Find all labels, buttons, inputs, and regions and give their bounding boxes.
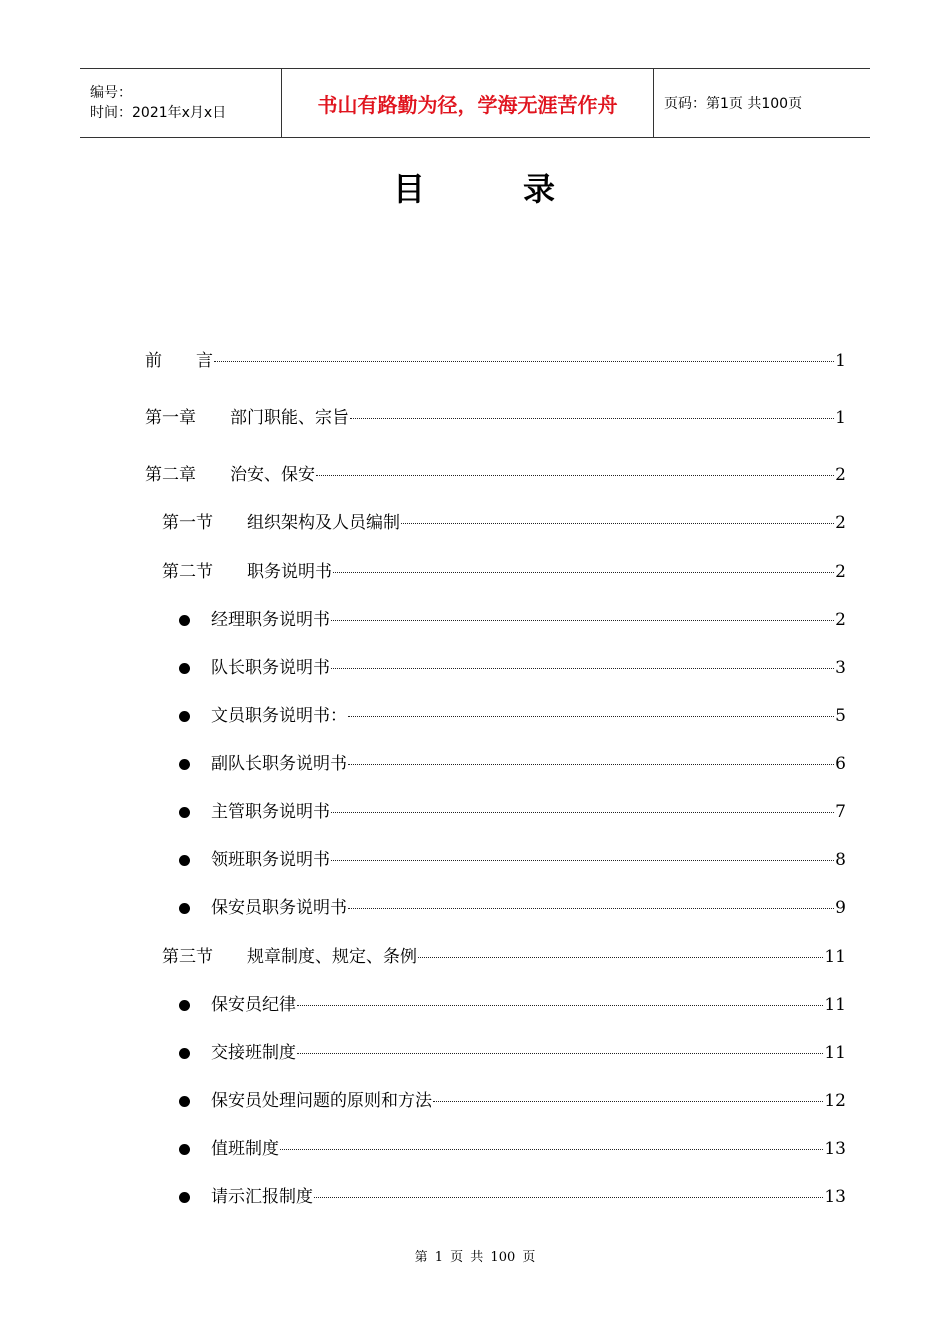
bullet-icon: [179, 855, 190, 866]
doc-number-label: 编号：: [90, 85, 132, 101]
toc-entry[interactable]: [211, 993, 846, 1017]
bullet-icon: [179, 807, 190, 818]
bullet-icon: [179, 615, 190, 626]
toc-dot-leader: [316, 475, 834, 476]
toc-dot-leader: [331, 620, 834, 621]
toc-entry-page: 2: [835, 562, 846, 582]
page-footer: 第 1 页 共 100 页: [414, 1250, 536, 1265]
toc-entry-label: 副队长职务说明书: [211, 754, 347, 774]
toc-entry-page: 13: [824, 1187, 846, 1207]
toc-entry-label: 第一章 部门职能、宗旨: [145, 408, 349, 428]
toc-entry-page: 8: [835, 850, 846, 870]
bullet-icon: [179, 711, 190, 722]
bullet-icon: [179, 1192, 190, 1203]
toc-entry[interactable]: [211, 1089, 846, 1113]
toc-dot-leader: [280, 1149, 823, 1150]
toc-entry[interactable]: [145, 349, 846, 373]
toc-dot-leader: [418, 957, 823, 958]
bullet-icon: [179, 1048, 190, 1059]
toc-entry-label: 队长职务说明书: [211, 658, 330, 678]
toc-entry[interactable]: [211, 656, 846, 680]
toc-dot-leader: [333, 572, 834, 573]
bullet-icon: [179, 1096, 190, 1107]
toc-dot-leader: [314, 1197, 823, 1198]
toc-entry-page: 3: [835, 658, 846, 678]
toc-entry-page: 5: [835, 706, 846, 726]
toc-entry-label: 值班制度: [211, 1139, 279, 1159]
toc-entry-page: 9: [835, 898, 846, 918]
toc-entry-page: 2: [835, 513, 846, 533]
toc-entry-label: 请示汇报制度: [211, 1187, 313, 1207]
toc-entry[interactable]: [211, 704, 846, 728]
toc-entry-label: 第二节 职务说明书: [162, 562, 332, 582]
toc-entry[interactable]: [211, 1041, 846, 1065]
toc-entry-label: 保安员处理问题的原则和方法: [211, 1091, 432, 1111]
toc-entry-label: 经理职务说明书: [211, 610, 330, 630]
toc-title-char-2: 录: [523, 170, 558, 208]
toc-dot-leader: [348, 716, 834, 717]
toc-dot-leader: [348, 764, 834, 765]
toc-entry-page: 2: [835, 465, 846, 485]
toc-dot-leader: [433, 1101, 823, 1102]
toc-entry-page: 13: [824, 1139, 846, 1159]
toc-entry-page: 11: [824, 995, 846, 1015]
bullet-icon: [179, 663, 190, 674]
bullet-icon: [179, 1144, 190, 1155]
toc-dot-leader: [331, 812, 834, 813]
toc-entry-label: 交接班制度: [211, 1043, 296, 1063]
toc-entry[interactable]: [145, 406, 846, 430]
toc-entry[interactable]: [162, 945, 846, 969]
toc-entry-page: 12: [824, 1091, 846, 1111]
toc-entry-label: 前 言: [145, 351, 213, 371]
toc-entry-page: 11: [824, 947, 846, 967]
toc-entry[interactable]: [162, 511, 846, 535]
toc-entry[interactable]: [211, 848, 846, 872]
toc-dot-leader: [350, 418, 834, 419]
toc-entry[interactable]: [145, 463, 846, 487]
bullet-icon: [179, 903, 190, 914]
toc-entry[interactable]: [211, 1185, 846, 1209]
toc-entry[interactable]: [211, 1137, 846, 1161]
toc-dot-leader: [214, 361, 834, 362]
toc-dot-leader: [348, 908, 834, 909]
toc-entry-page: 1: [835, 408, 846, 428]
toc-dot-leader: [297, 1053, 823, 1054]
toc-dot-leader: [331, 860, 834, 861]
toc-title-char-1: 目: [392, 170, 427, 208]
toc-dot-leader: [401, 523, 834, 524]
toc-entry[interactable]: [211, 752, 846, 776]
header-page-info: 页码：第1页 共100页: [664, 96, 803, 112]
toc-dot-leader: [331, 668, 834, 669]
toc-dot-leader: [297, 1005, 823, 1006]
toc-entry[interactable]: [211, 800, 846, 824]
toc-entry[interactable]: [211, 608, 846, 632]
toc-entry-page: 7: [835, 802, 846, 822]
toc-entry-label: 保安员纪律: [211, 995, 296, 1015]
toc-entry-label: 主管职务说明书: [211, 802, 330, 822]
doc-time-label: 时间：2021年x月x日: [90, 105, 227, 121]
toc-entry-label: 第二章 治安、保安: [145, 465, 315, 485]
toc-entry-label: 文员职务说明书：: [211, 706, 347, 726]
toc-entry-label: 保安员职务说明书: [211, 898, 347, 918]
toc-entry-label: 领班职务说明书: [211, 850, 330, 870]
bullet-icon: [179, 759, 190, 770]
toc-entry-label: 第三节 规章制度、规定、条例: [162, 947, 417, 967]
header-motto: 书山有路勤为径，学海无涯苦作舟: [281, 69, 654, 137]
toc-entry-label: 第一节 组织架构及人员编制: [162, 513, 400, 533]
toc-entry-page: 6: [835, 754, 846, 774]
toc-entry[interactable]: [211, 896, 846, 920]
toc-entry-page: 1: [835, 351, 846, 371]
bullet-icon: [179, 1000, 190, 1011]
toc-entry-page: 11: [824, 1043, 846, 1063]
toc-entry-page: 2: [835, 610, 846, 630]
toc-entry[interactable]: [162, 560, 846, 584]
